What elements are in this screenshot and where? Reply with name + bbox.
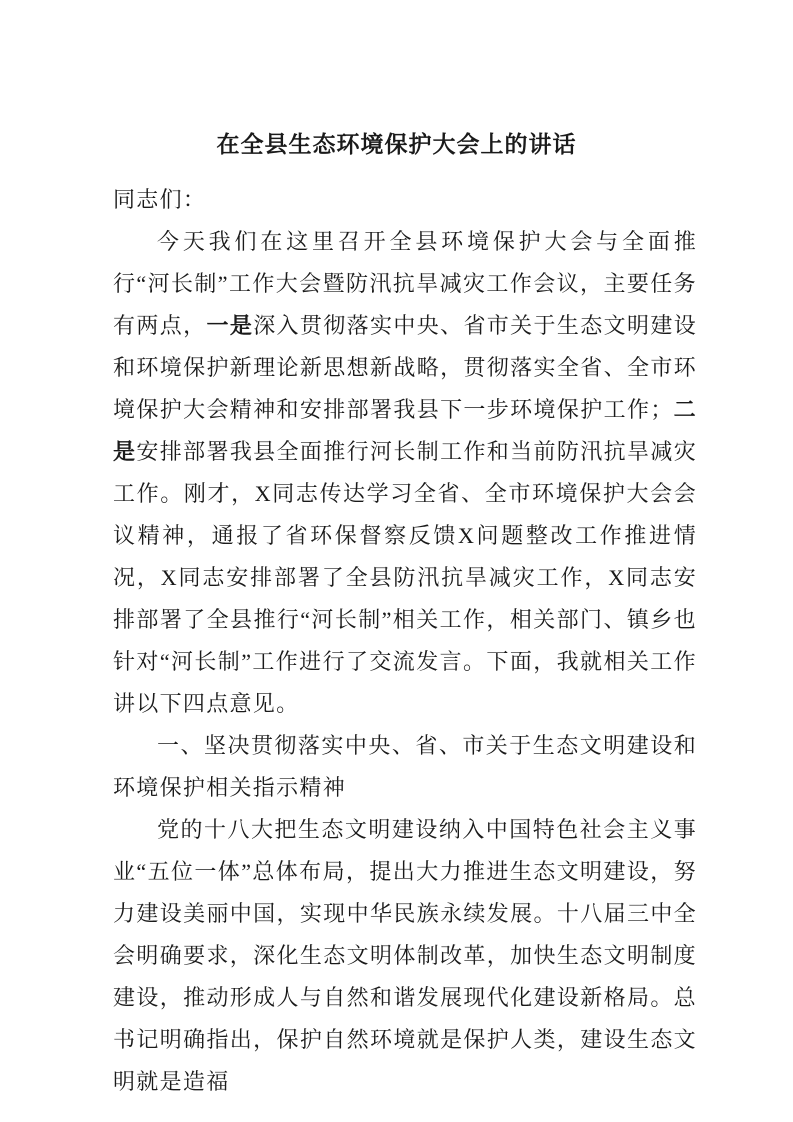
bold-text-run: 二是 <box>113 397 697 464</box>
text-run: 今天我们在这里召开全县环境保护大会与全面推行“河长制”工作大会暨防汛抗旱减灾工作会议，主要任务有两点， <box>113 229 697 338</box>
bold-text-run: 一是 <box>206 313 254 338</box>
document-title: 在全县生态环境保护大会上的讲话 <box>216 132 577 157</box>
salutation <box>113 179 697 221</box>
text-run: 一、坚决贯彻落实中央、省、市关于生态文明建设和环境保护相关指示精神 <box>113 733 697 800</box>
document-body <box>113 179 697 1103</box>
text-run: 党的十八大把生态文明建设纳入中国特色社会主义事业“五位一体”总体布局，提出大力推进生态文明建设，努力建设美丽中国，实现中华民族永续发展。十八届三中全会明确要求，深化生态文明体制改革，加快生态文明制度建设，推动形成人与自然和谐发展现代化建设新格局。总书记明确指出，保护自然环境就是保护人类，建设生态文明就是造福 <box>113 817 697 1094</box>
paragraph-section-1-body <box>113 809 697 1103</box>
text-run: 安排部署我县全面推行河长制工作和当前防汛抗旱减灾工作。刚才，X同志传达学习全省、全市环境保护大会会议精神，通报了省环保督察反馈X问题整改工作推进情况，X同志安排部署了全县防汛抗旱减灾工作，X同志安排部署了全县推行“河长制”相关工作，相关部门、镇乡也针对“河长制”工作进行了交流发言。下面，我就相关工作讲以下四点意见。 <box>113 439 697 716</box>
text-run: 同志们： <box>113 187 207 212</box>
text-run: 深入贯彻落实中央、省市关于生态文明建设和环境保护新理论新思想新战略，贯彻落实全省、全市环境保护大会精神和安排部署我县下一步环境保护工作； <box>113 313 698 422</box>
section-heading-1 <box>113 725 697 809</box>
paragraph-opening <box>113 221 697 725</box>
